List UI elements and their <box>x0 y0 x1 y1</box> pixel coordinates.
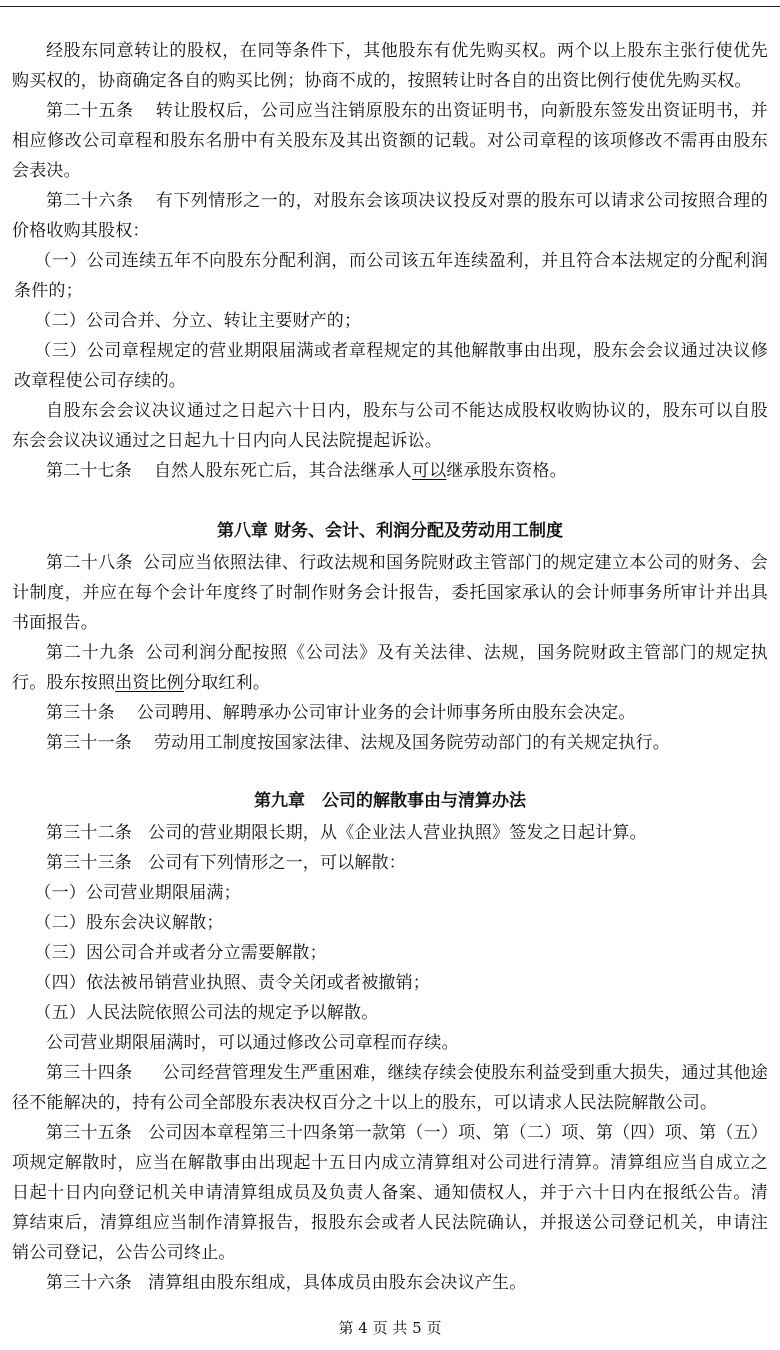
article-text: 公司因本章程第三十四条第一款第（一）项、第（二）项、第（四）项、第（五）项规定解散时，应当在解散事由出现起十五日内成立清算组对公司进行清算。清算组应当自成立之日起十日内向登记机关申请清算组成员及负责人备案、通知债权人，并于六十日内在报纸公告。清算结束后，清算组应当制作清算报告，报股东会或者人民法院确认，并报送公司登记机关，申请注销公司登记，公告公司终止。 <box>12 1123 769 1263</box>
article-31 <box>12 728 768 758</box>
paragraph-lawsuit: 自股东会会议决议通过之日起六十日内，股东与公司不能达成股权收购协议的，股东可以自股东会会议决议通过之日起九十日内向人民法院提起诉讼。 <box>12 401 768 451</box>
list-item: （四）依法被吊销营业执照、责令关闭或者被撤销； <box>34 973 430 993</box>
document-body <box>12 36 768 1298</box>
article-number: 第三十六条 <box>46 1273 132 1293</box>
article-26 <box>12 186 768 246</box>
article-number: 第三十四条 <box>46 1063 133 1083</box>
article-text: 公司经营管理发生严重困难，继续存续会使股东利益受到重大损失，通过其他途径不能解决的，持有公司全部股东表决权百分之十以上的股东，可以请求人民法院解散公司。 <box>12 1063 768 1113</box>
article-text: 劳动用工制度按国家法律、法规及国务院劳动部门的有关规定执行。 <box>154 733 670 753</box>
article-text: 清算组由股东组成，具体成员由股东会决议产生。 <box>148 1273 527 1293</box>
chapter-heading: 第八章 财务、会计、利润分配及劳动用工制度 <box>217 521 563 541</box>
article-35 <box>12 1118 768 1268</box>
list-item: （二）股东会决议解散； <box>34 913 224 933</box>
article-number: 第二十六条 <box>46 191 134 211</box>
article-25 <box>12 96 768 186</box>
article-text: 公司的营业期限长期，从《企业法人营业执照》签发之日起计算。 <box>148 823 647 843</box>
chapter-heading: 第九章 公司的解散事由与清算办法 <box>254 791 526 811</box>
list-item: （一）公司连续五年不向股东分配利润，而公司该五年连续盈利，并且符合本法规定的分配利润条件的； <box>14 251 768 301</box>
list-item: （三）因公司合并或者分立需要解散； <box>34 943 327 963</box>
article-text: 自然人股东死亡后，其合法继承人 <box>154 461 412 481</box>
article-number: 第三十二条 <box>46 823 132 843</box>
article-32 <box>12 818 768 848</box>
article-number: 第三十五条 <box>46 1123 133 1143</box>
article-text: 转让股权后，公司应当注销原股东的出资证明书，向新股东签发出资证明书，并相应修改公司章程和股东名册中有关股东及其出资额的记载。对公司章程的该项修改不需再由股东会表决。 <box>12 101 768 181</box>
article-number: 第二十九条 <box>46 643 135 663</box>
page-number: 第 4 页 共 5 页 <box>338 1319 442 1337</box>
list-item: （五）人民法院依照公司法的规定予以解散。 <box>34 1003 379 1023</box>
underlined-text: 出资比例 <box>115 673 185 693</box>
article-33 <box>12 848 768 878</box>
paragraph-continuation: 公司营业期限届满时，可以通过修改公司章程而存续。 <box>46 1033 459 1053</box>
list-item: （三）公司章程规定的营业期限届满或者章程规定的其他解散事由出现，股东会会议通过决议修改章程使公司存续的。 <box>14 341 768 391</box>
list-item: （一）公司营业期限届满； <box>34 883 241 903</box>
article-30 <box>12 698 768 728</box>
article-number: 第三十条 <box>46 703 115 723</box>
underlined-text: 可以 <box>412 461 447 481</box>
article-text: 公司有下列情形之一，可以解散： <box>148 853 406 873</box>
article-number: 第三十一条 <box>46 733 132 753</box>
header-rule <box>0 6 780 7</box>
article-text: 公司利润分配按照《公司法》及有关法律、法规，国务院财政主管部门的规定执行。股东按照 <box>12 643 768 693</box>
article-34 <box>12 1058 768 1118</box>
article-text: 公司应当依照法律、行政法规和国务院财政主管部门的规定建立本公司的财务、会计制度，并应在每个会计年度终了时制作财务会计报告，委托国家承认的会计师事务所审计并出具书面报告。 <box>12 553 769 633</box>
article-text: 有下列情形之一的，对股东会该项决议投反对票的股东可以请求公司按照合理的价格收购其股权： <box>12 191 768 241</box>
article-29 <box>12 638 768 698</box>
article-text: 公司聘用、解聘承办公司审计业务的会计师事务所由股东会决定。 <box>136 703 636 723</box>
article-36 <box>12 1268 768 1298</box>
article-text: 继承股东资格。 <box>446 461 567 481</box>
article-text: 分取红利。 <box>184 673 271 693</box>
article-number: 第二十五条 <box>46 101 134 121</box>
article-27 <box>12 456 768 486</box>
article-number: 第二十七条 <box>46 461 132 481</box>
article-number: 第三十三条 <box>46 853 132 873</box>
article-28 <box>12 548 768 638</box>
list-item: （二）公司合并、分立、转让主要财产的； <box>34 311 362 331</box>
article-number: 第二十八条 <box>46 553 133 573</box>
paragraph-preemptive-right: 经股东同意转让的股权，在同等条件下，其他股东有优先购买权。两个以上股东主张行使优先购买权的，协商确定各自的购买比例；协商不成的，按照转让时各自的出资比例行使优先购买权。 <box>12 41 768 91</box>
